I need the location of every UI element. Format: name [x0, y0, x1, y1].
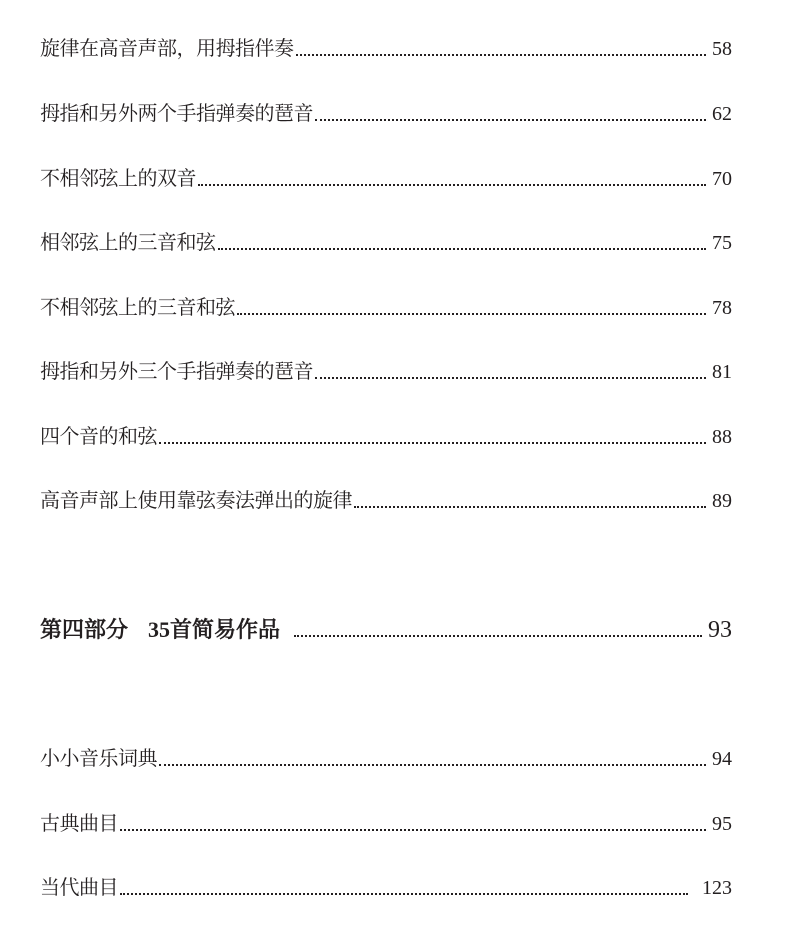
toc-entry-title: 拇指和另外两个手指弹奏的琶音: [40, 101, 313, 125]
toc-entry[interactable]: [40, 101, 732, 126]
dot-leader: [315, 119, 706, 121]
toc-entry-page: 95: [712, 813, 732, 835]
toc-entry[interactable]: [40, 295, 732, 320]
part-heading-title: [40, 616, 280, 644]
toc-entry[interactable]: [40, 36, 732, 61]
dot-leader: [198, 184, 706, 186]
toc-entry[interactable]: [40, 424, 732, 449]
dot-leader: [159, 764, 706, 766]
toc-entry-page: 75: [712, 232, 732, 254]
toc-entry-page: 88: [712, 426, 732, 448]
toc-entry-title: 四个音的和弦: [40, 424, 157, 448]
dot-leader: [315, 377, 706, 379]
toc-entry-page: 70: [712, 168, 732, 190]
dot-leader: [296, 54, 707, 56]
toc-part-heading[interactable]: [40, 616, 732, 644]
dot-leader: [237, 313, 706, 315]
dot-leader: [218, 248, 707, 250]
toc-entry-title: 高音声部上使用靠弦奏法弹出的旋律: [40, 488, 352, 512]
toc-entry-title: 古典曲目: [40, 811, 118, 835]
part-label: 第四部分: [40, 617, 129, 642]
toc-entry-title: 当代曲目: [40, 875, 118, 899]
toc-entry-title: 旋律在高音声部，用拇指伴奏: [40, 36, 294, 60]
dot-leader: [120, 893, 688, 895]
dot-leader: [354, 506, 706, 508]
toc-entry[interactable]: [40, 230, 732, 255]
dot-leader: [120, 829, 706, 831]
toc-entry-page: 89: [712, 490, 732, 512]
toc-entry[interactable]: [40, 746, 732, 771]
toc-entry-page: 123: [702, 877, 732, 899]
toc-entry[interactable]: [40, 359, 732, 384]
toc-entry-title: 不相邻弦上的三音和弦: [40, 295, 235, 319]
toc-entry[interactable]: [40, 166, 732, 191]
toc-entry-title: 小小音乐词典: [40, 746, 157, 770]
toc-entry-page: 78: [712, 297, 732, 319]
toc-entry-title: 相邻弦上的三音和弦: [40, 230, 216, 254]
toc-entry[interactable]: [40, 488, 732, 513]
toc-entry-page: 58: [712, 38, 732, 60]
toc-entry-title: 拇指和另外三个手指弹奏的琶音: [40, 359, 313, 383]
toc-entry-page: 94: [712, 748, 732, 770]
toc-entry-page: 81: [712, 361, 732, 383]
toc-entry[interactable]: [40, 875, 732, 900]
part-title: 35首简易作品: [148, 617, 281, 642]
part-page: 93: [708, 617, 732, 643]
toc-entry-page: 62: [712, 103, 732, 125]
dot-leader: [294, 635, 702, 637]
toc-entry-title: 不相邻弦上的双音: [40, 166, 196, 190]
toc-entry[interactable]: [40, 811, 732, 836]
dot-leader: [159, 442, 706, 444]
